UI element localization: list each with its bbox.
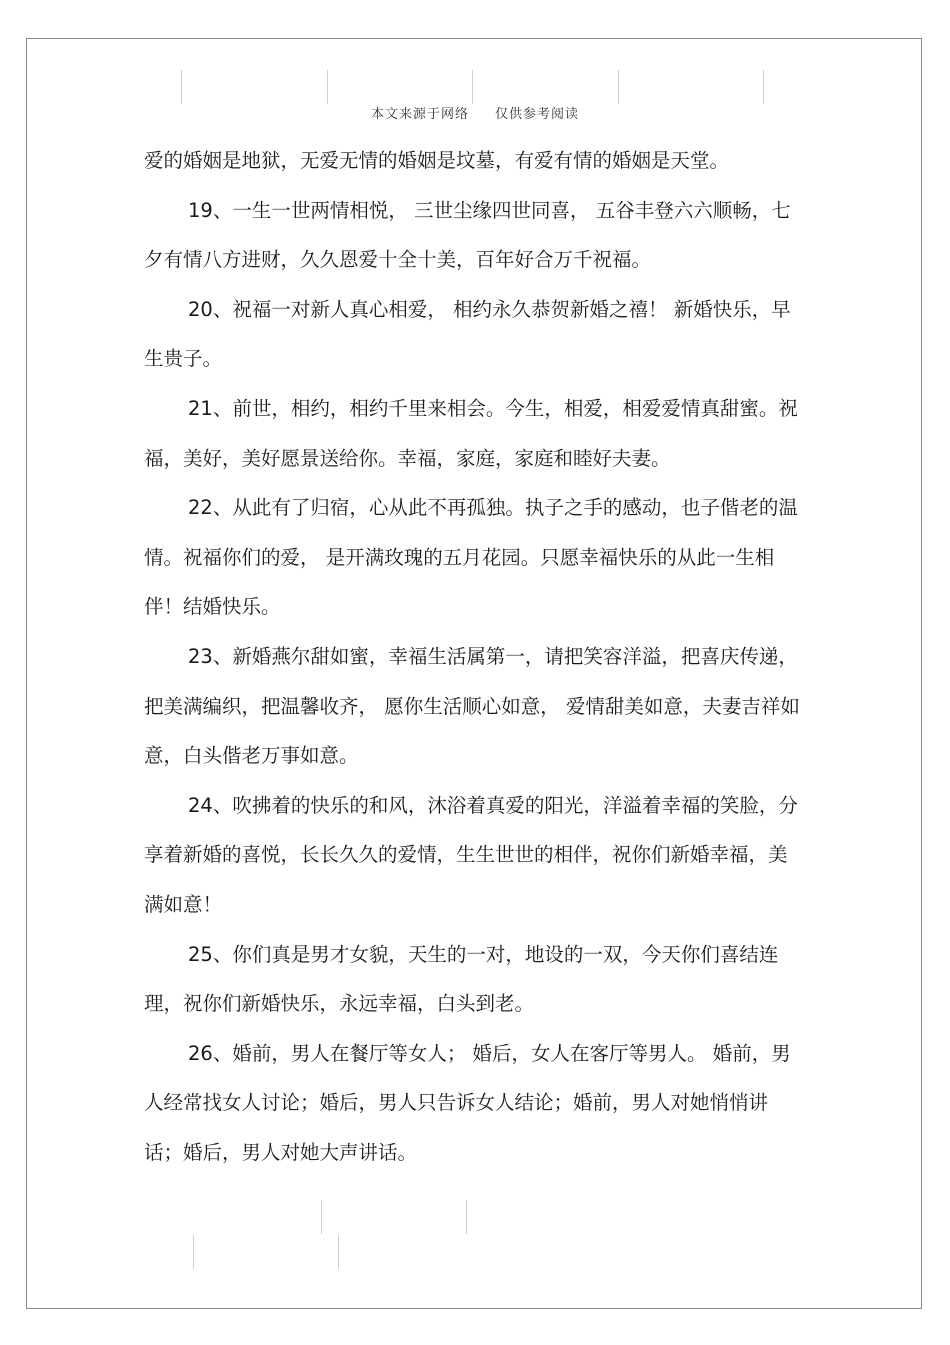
top-divider-line: [181, 70, 182, 104]
top-divider-line: [472, 70, 473, 104]
top-divider-line: [618, 70, 619, 104]
paragraph-19: 19、一生一世两情相悦， 三世尘缘四世同喜， 五谷丰登六六顺畅，七夕有情八方进财，久久恩爱十全十美，百年好合万千祝福。: [144, 198, 791, 272]
document-body: [144, 136, 804, 1177]
top-divider-line: [327, 70, 328, 104]
top-divider-line: [763, 70, 764, 104]
paragraph-24: 24、吹拂着的快乐的和风，沐浴着真爱的阳光，洋溢着幸福的笑脸，分享着新婚的喜悦，长长久久的爱情，生生世世的相伴，祝你们新婚幸福，美满如意！: [144, 793, 798, 916]
paragraph-23: 23、新婚燕尔甜如蜜，幸福生活属第一，请把笑容洋溢，把喜庆传递，把美满编织，把温馨收齐， 愿你生活顺心如意， 爱情甜美如意，夫妻吉祥如意，白头偕老万事如意。: [144, 644, 800, 768]
bottom-divider-line: [193, 1235, 194, 1269]
read-note: 仅供参考阅读: [495, 107, 580, 122]
paragraph-25: 25、你们真是男才女貌，天生的一对，地设的一双，今天你们喜结连理，祝你们新婚快乐，永远幸福，白头到老。: [144, 942, 779, 1016]
paragraph-21: 21、前世，相约，相约千里来相会。今生，相爱，相爱爱情真甜蜜。祝福，美好，美好愿景送给你。幸福，家庭，家庭和睦好夫妻。: [144, 396, 798, 470]
paragraph-20: 20、祝福一对新人真心相爱， 相约永久恭贺新婚之禧！ 新婚快乐，早生贵子。: [144, 297, 791, 371]
bottom-divider-line: [466, 1200, 467, 1234]
bottom-divider-line: [321, 1200, 322, 1234]
header-disclaimer: [0, 103, 950, 122]
source-note: 本文来源于网络: [370, 107, 469, 122]
paragraph-continuation: 爱的婚姻是地狱，无爱无情的婚姻是坟墓，有爱有情的婚姻是天堂。: [144, 149, 730, 172]
paragraph-26: 26、婚前，男人在餐厅等女人； 婚后，女人在客厅等男人。 婚前，男人经常找女人讨论；婚后，男人只告诉女人结论；婚前，男人对她悄悄讲话；婚后，男人对她大声讲话。: [144, 1041, 791, 1164]
bottom-divider-line: [338, 1235, 339, 1269]
paragraph-22: 22、从此有了归宿，心从此不再孤独。执子之手的感动，也子偕老的温情。祝福你们的爱， 是开满玫瑰的五月花园。只愿幸福快乐的从此一生相伴！结婚快乐。: [144, 496, 798, 619]
